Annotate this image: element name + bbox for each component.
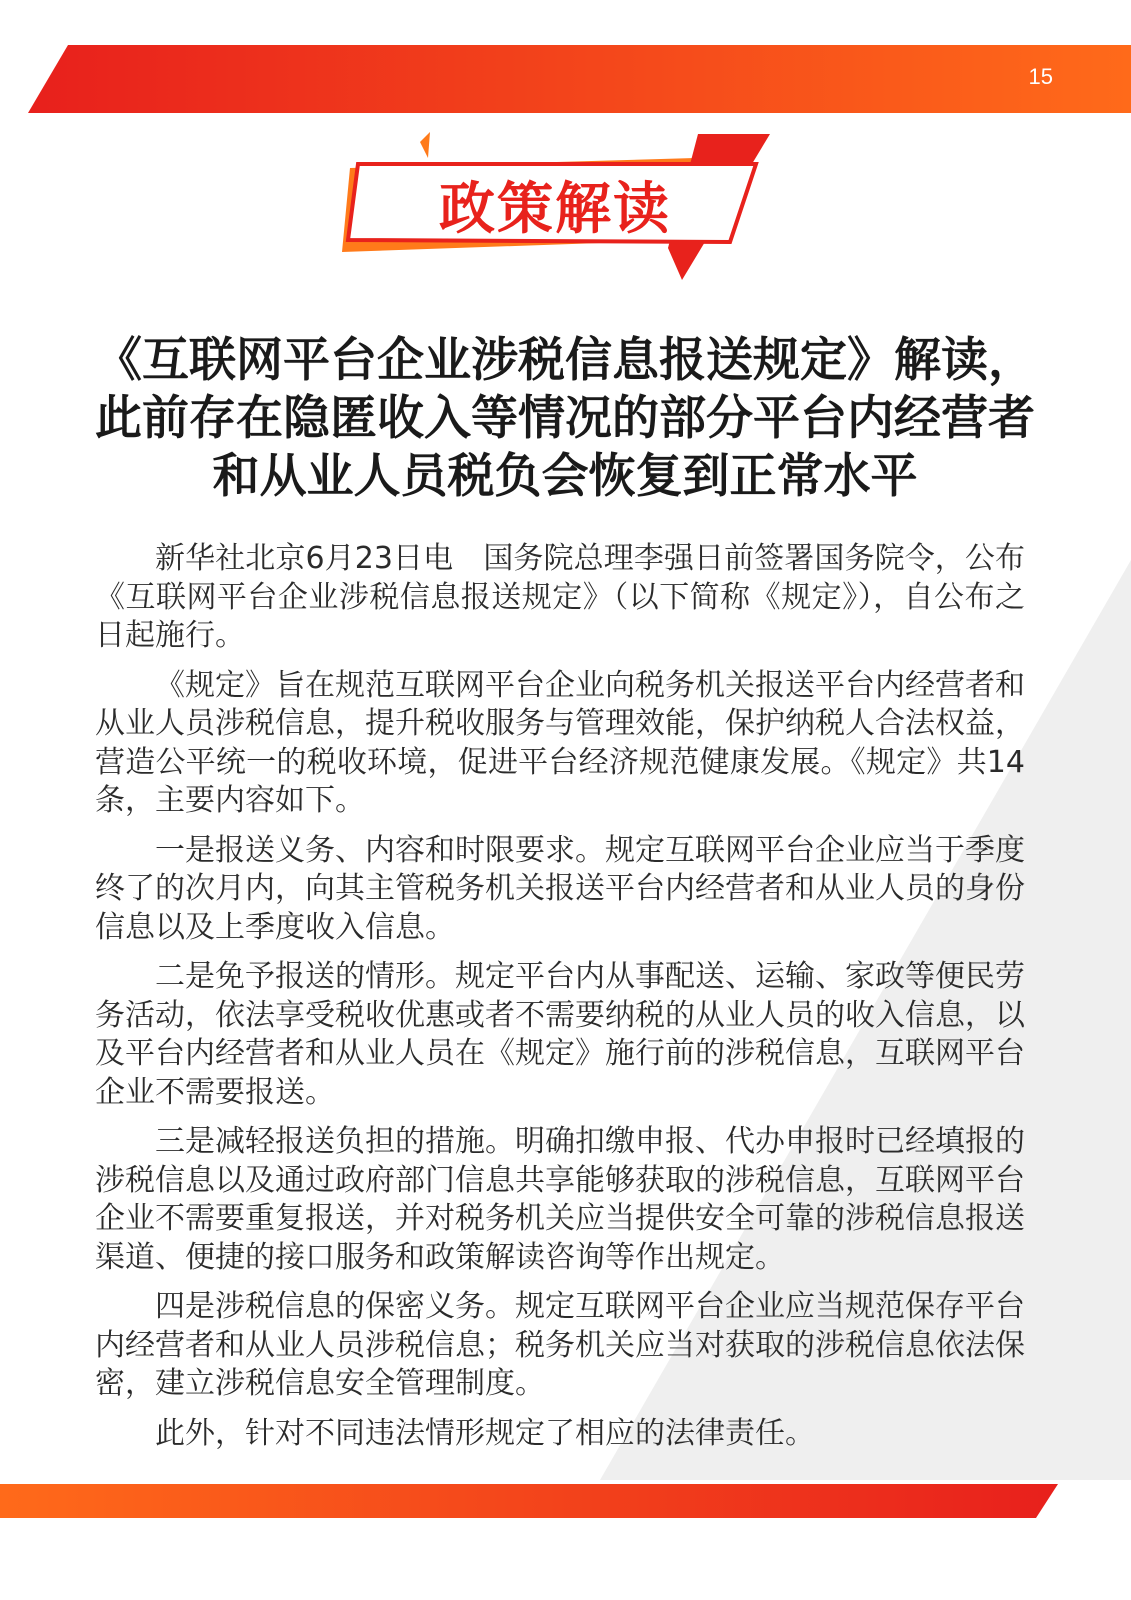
bottom-footer-band (0, 1484, 1131, 1518)
paragraph-point-1: 一是报送义务、内容和时限要求。规定互联网平台企业应当于季度终了的次月内，向其主管税务机关报送平台内经营者和从业人员的身份信息以及上季度收入信息。 (95, 832, 1025, 945)
paragraph-closing: 此外，针对不同违法情形规定了相应的法律责任。 (155, 1415, 815, 1451)
paragraph-point-2: 二是免予报送的情形。规定平台内从事配送、运输、家政等便民劳务活动，依法享受税收优惠或者不需要纳税的从业人员的收入信息，以及平台内经营者和从业人员在《规定》施行前的涉税信息，互联网平台企业不需要报送。 (95, 959, 1025, 1110)
paragraph-point-4: 四是涉税信息的保密义务。规定互联网平台企业应当规范保存平台内经营者和从业人员涉税信息；税务机关应当对获取的涉税信息依法保密，建立涉税信息安全管理制度。 (95, 1289, 1025, 1401)
section-badge-label: 政策解读 (439, 177, 671, 242)
paragraph-point-3: 三是减轻报送负担的措施。明确扣缴申报、代办申报时已经填报的涉税信息以及通过政府部门信息共享能够获取的涉税信息，互联网平台企业不需要重复报送，并对税务机关应当提供安全可靠的涉税信息报送渠道、便捷的接口服务和政策解读咨询等作出规定。 (95, 1124, 1025, 1275)
paragraph-purpose: 《规定》旨在规范互联网平台企业向税务机关报送平台内经营者和从业人员涉税信息，提升税收服务与管理效能，保护纳税人合法权益，营造公平统一的税收环境，促进平台经济规范健康发展。《规定》共14条，主要内容如下。 (95, 667, 1025, 818)
page-number: 15 (1028, 64, 1053, 89)
article-headline: 《互联网平台企业涉税信息报送规定》解读，此前存在隐匿收入等情况的部分平台内经营者和从业人员税负会恢复到正常水平 (95, 333, 1035, 504)
top-header-band (0, 45, 1131, 113)
paragraph-intro: 新华社北京6月23日电 国务院总理李强日前签署国务院令，公布《互联网平台企业涉税信息报送规定》（以下简称《规定》），自公布之日起施行。 (95, 541, 1025, 653)
article-body (95, 540, 1025, 1464)
